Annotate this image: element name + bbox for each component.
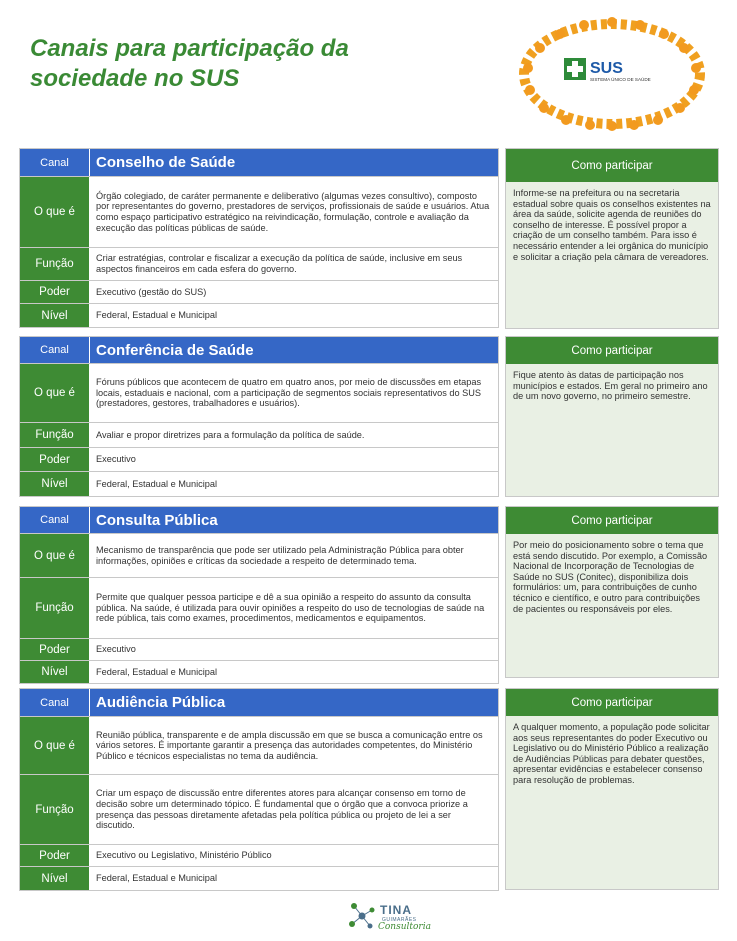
canal-label: Canal bbox=[20, 689, 90, 716]
poder-text: Executivo ou Legislativo, Ministério Público bbox=[96, 850, 272, 861]
como-participar-box bbox=[505, 148, 719, 329]
section-table bbox=[19, 688, 499, 891]
oque-text: Órgão colegiado, de caráter permanente e deliberativo (algumas vezes consultivo), composto por representantes do governo, prestadores de serviços, profissionais de saúde e usuários. Atua como espaço participativo estratégico na reivindicação, formulação, controle e avaliação da execução das políticas públicas de saúde. bbox=[96, 190, 490, 233]
funcao-label: Função bbox=[20, 775, 90, 844]
section-table bbox=[19, 148, 499, 328]
como-participar-box bbox=[505, 688, 719, 890]
como-participar-header: Como participar bbox=[506, 689, 718, 716]
poder-label: Poder bbox=[20, 845, 90, 866]
canal-name: Consulta Pública bbox=[90, 507, 498, 533]
nivel-label: Nível bbox=[20, 472, 90, 496]
nivel-text: Federal, Estadual e Municipal bbox=[96, 873, 218, 884]
funcao-text: Avaliar e propor diretrizes para a formulação da política de saúde. bbox=[96, 429, 365, 440]
poder-label: Poder bbox=[20, 448, 90, 471]
como-participar-header: Como participar bbox=[506, 149, 718, 182]
nivel-label: Nível bbox=[20, 867, 90, 890]
como-participar-header: Como participar bbox=[506, 507, 718, 534]
como-participar-header: Como participar bbox=[506, 337, 718, 364]
como-participar-text: Informe-se na prefeitura ou na secretaria estadual sobre quais os conselhos existentes na área da saúde, solicite agenda de reuniões do conselho de interesse. É possível propor a criação de um conselho também. Para isso é necessário entender a lei orgânica do município e solicitar a criação pela câmara de vereadores. bbox=[513, 188, 711, 262]
section-table bbox=[19, 336, 499, 497]
nivel-text: Federal, Estadual e Municipal bbox=[96, 666, 218, 677]
como-participar-box bbox=[505, 506, 719, 678]
oque-text: Reunião pública, transparente e de ampla discussão em que se busca a comunicação entre os vários setores. É importante garantir a presença das autoridades competentes, do Ministério Público e técnicos especialistas no tema da audiência. bbox=[96, 729, 483, 761]
como-participar-text: Fique atento às datas de participação nos municípios e estados. Em geral no primeiro ano de um novo governo, no primeiro semestre. bbox=[513, 370, 708, 402]
funcao-text: Permite que qualquer pessoa participe e dê a sua opinião a respeito do assunto da consulta pública. Na saúde, é utilizada para ouvir opiniões a respeito do uso de tecnologias de saúde na rede pública, tais como exames, procedimentos, medicamentos e equipamentos. bbox=[96, 592, 485, 624]
funcao-label: Função bbox=[20, 578, 90, 638]
poder-text: Executivo (gestão do SUS) bbox=[96, 286, 207, 297]
como-participar-text: A qualquer momento, a população pode solicitar aos seus representantes do poder Executivo ou Legislativo ou do Ministério Público a realização de Audiências Públicas para debater questões, apresentar evidências e estabelecer consenso para resolução de problemas. bbox=[513, 722, 710, 785]
canal-name: Conferência de Saúde bbox=[90, 337, 498, 363]
page-title: Canais para participação da sociedade no SUS bbox=[30, 35, 349, 92]
como-participar-text: Por meio do posicionamento sobre o tema que está sendo discutido. Por exemplo, a Comissão Nacional de Incorporação de Tecnologias de Saúde no SUS (Conitec), disponibiliza dois formulários: um, para contribuições de cunho técnico e científico, e outro para contribuições de pacientes ou responsáveis por eles. bbox=[513, 540, 708, 614]
sus-logo-text: SUS bbox=[590, 60, 623, 77]
footer-brand-script: Consultoria bbox=[378, 922, 431, 932]
nivel-label: Nível bbox=[20, 661, 90, 683]
canal-label: Canal bbox=[20, 507, 90, 533]
funcao-text: Criar estratégias, controlar e fiscalizar a execução da política de saúde, inclusive em seus aspectos financeiros em cada esfera do governo. bbox=[96, 253, 463, 274]
funcao-text: Criar um espaço de discussão entre diferentes atores para alcançar consenso em torno de decisão sobre um determinado tópico. É fundamental que o órgão que a convoca priorize a presença das pessoas diretamente afetadas pela política pública ou projeto de lei a ser discutido. bbox=[96, 788, 468, 831]
oque-text: Mecanismo de transparência que pode ser utilizado pela Administração Pública para obter informações, opiniões e críticas da sociedade a respeito de determinado tema. bbox=[96, 544, 464, 566]
canal-label: Canal bbox=[20, 149, 90, 176]
oque-label: O que é bbox=[20, 364, 90, 422]
sus-people-circle-logo bbox=[512, 10, 712, 135]
nivel-label: Nível bbox=[20, 304, 90, 327]
funcao-label: Função bbox=[20, 423, 90, 447]
footer-brand-sub: GUIMARÃES bbox=[382, 917, 417, 923]
footer-brand-name: TINA bbox=[380, 903, 412, 917]
poder-text: Executivo bbox=[96, 644, 136, 655]
canal-name: Conselho de Saúde bbox=[90, 149, 498, 176]
nivel-text: Federal, Estadual e Municipal bbox=[96, 310, 218, 321]
funcao-label: Função bbox=[20, 248, 90, 280]
sus-logo-subtext: SISTEMA ÚNICO DE SAÚDE bbox=[590, 77, 651, 82]
oque-label: O que é bbox=[20, 177, 90, 247]
oque-label: O que é bbox=[20, 717, 90, 774]
nivel-text: Federal, Estadual e Municipal bbox=[96, 478, 218, 489]
oque-text: Fóruns públicos que acontecem de quatro em quatro anos, por meio de discussões em etapas locais, estaduais e nacional, com a participação de segmentos sociais representativos do SUS (prestadores, gestores, trabalhadores e usuários). bbox=[96, 377, 482, 409]
section-table bbox=[19, 506, 499, 684]
como-participar-box bbox=[505, 336, 719, 497]
poder-label: Poder bbox=[20, 281, 90, 303]
poder-label: Poder bbox=[20, 639, 90, 660]
oque-label: O que é bbox=[20, 534, 90, 577]
canal-name: Audiência Pública bbox=[90, 689, 498, 716]
poder-text: Executivo bbox=[96, 454, 136, 465]
canal-label: Canal bbox=[20, 337, 90, 363]
